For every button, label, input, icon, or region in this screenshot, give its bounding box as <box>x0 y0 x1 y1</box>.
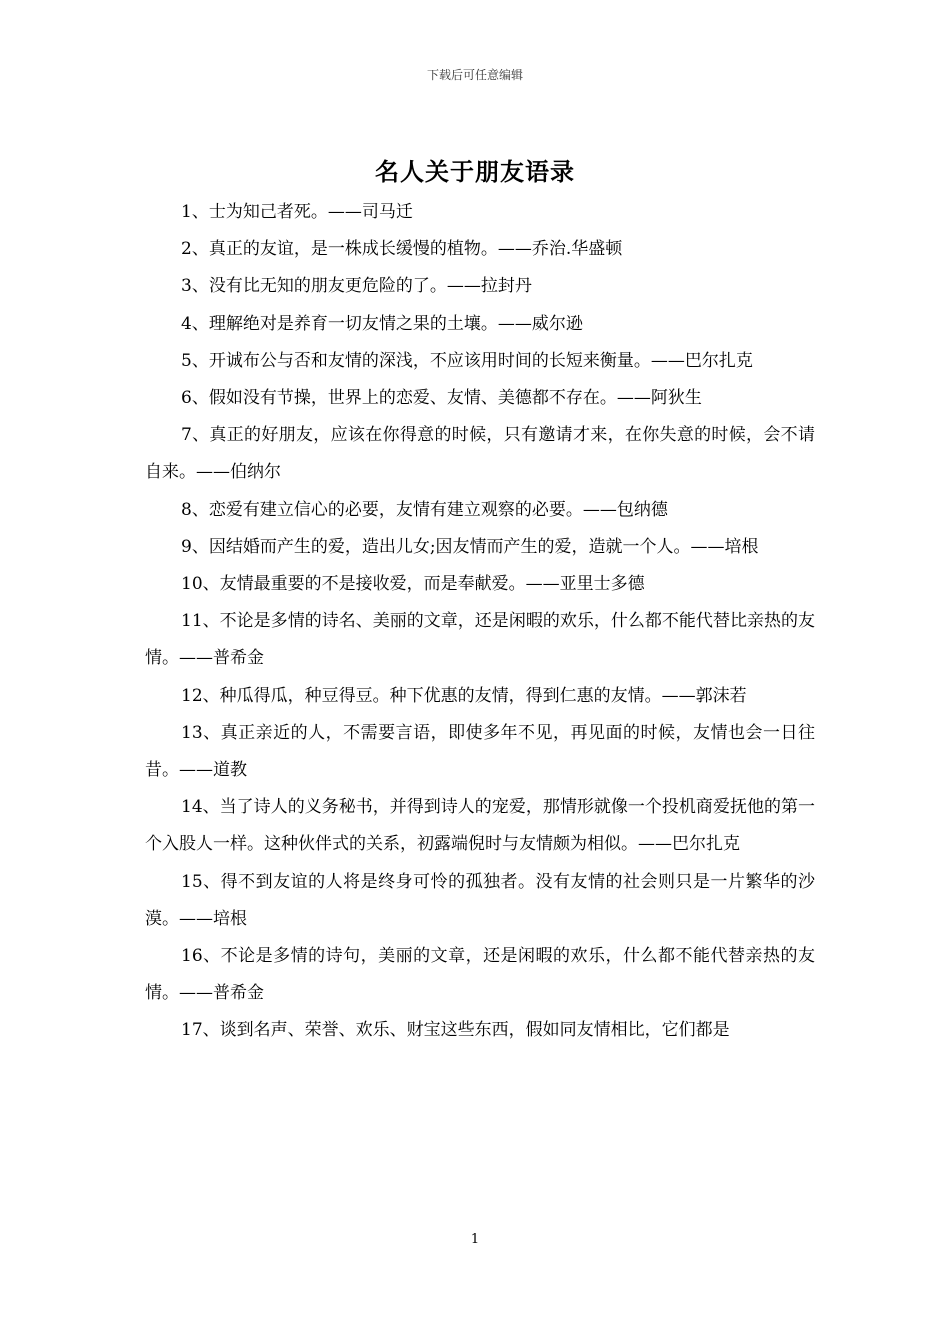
quote-item: 13、真正亲近的人，不需要言语，即使多年不见，再见面的时候，友情也会一日往昔。——道教 <box>145 722 815 781</box>
quote-item: 4、理解绝对是养育一切友情之果的土壤。——威尔逊 <box>181 313 583 334</box>
quote-item: 6、假如没有节操，世界上的恋爱、友情、美德都不存在。——阿狄生 <box>181 388 702 409</box>
quote-item: 3、没有比无知的朋友更危险的了。——拉封丹 <box>181 276 532 297</box>
quote-item: 12、种瓜得瓜，种豆得豆。种下优惠的友情，得到仁惠的友情。——郭沫若 <box>181 685 747 706</box>
quote-item: 11、不论是多情的诗名、美丽的文章，还是闲暇的欢乐，什么都不能代替比亲热的友情。——普希金 <box>145 611 815 669</box>
quote-item: 15、得不到友谊的人将是终身可怜的孤独者。没有友情的社会则只是一片繁华的沙漠。——培根 <box>145 871 815 929</box>
quote-item: 16、不论是多情的诗句，美丽的文章，还是闲暇的欢乐，什么都不能代替亲热的友情。——普希金 <box>145 946 815 1004</box>
quote-item: 7、真正的好朋友，应该在你得意的时候，只有邀请才来，在你失意的时候，会不请自来。——伯纳尔 <box>145 425 815 483</box>
quote-item: 5、开诚布公与否和友情的深浅，不应该用时间的长短来衡量。——巴尔扎克 <box>181 350 753 371</box>
page-title: 名人关于朋友语录 <box>375 158 575 186</box>
page-number: 1 <box>470 1232 480 1247</box>
quote-item: 9、因结婚而产生的爱，造出儿女;因友情而产生的爱，造就一个人。——培根 <box>181 536 759 557</box>
quote-item: 14、当了诗人的义务秘书，并得到诗人的宠爱，那情形就像一个投机商爱抚他的第一个入股人一样。这种伙伴式的关系，初露端倪时与友情颇为相似。——巴尔扎克 <box>145 797 815 855</box>
quote-item: 2、真正的友谊，是一株成长缓慢的植物。——乔治.华盛顿 <box>181 239 623 260</box>
quote-item: 8、恋爱有建立信心的必要，友情有建立观察的必要。——包纳德 <box>181 499 668 520</box>
quote-list <box>145 194 815 1050</box>
quote-item: 1、士为知己者死。——司马迁 <box>181 202 413 222</box>
quote-item: 17、谈到名声、荣誉、欢乐、财宝这些东西，假如同友情相比，它们都是 <box>181 1020 730 1041</box>
header-note: 下载后可任意编辑 <box>426 68 523 82</box>
quote-item: 10、友情最重要的不是接收爱，而是奉献爱。——亚里士多德 <box>181 574 645 595</box>
